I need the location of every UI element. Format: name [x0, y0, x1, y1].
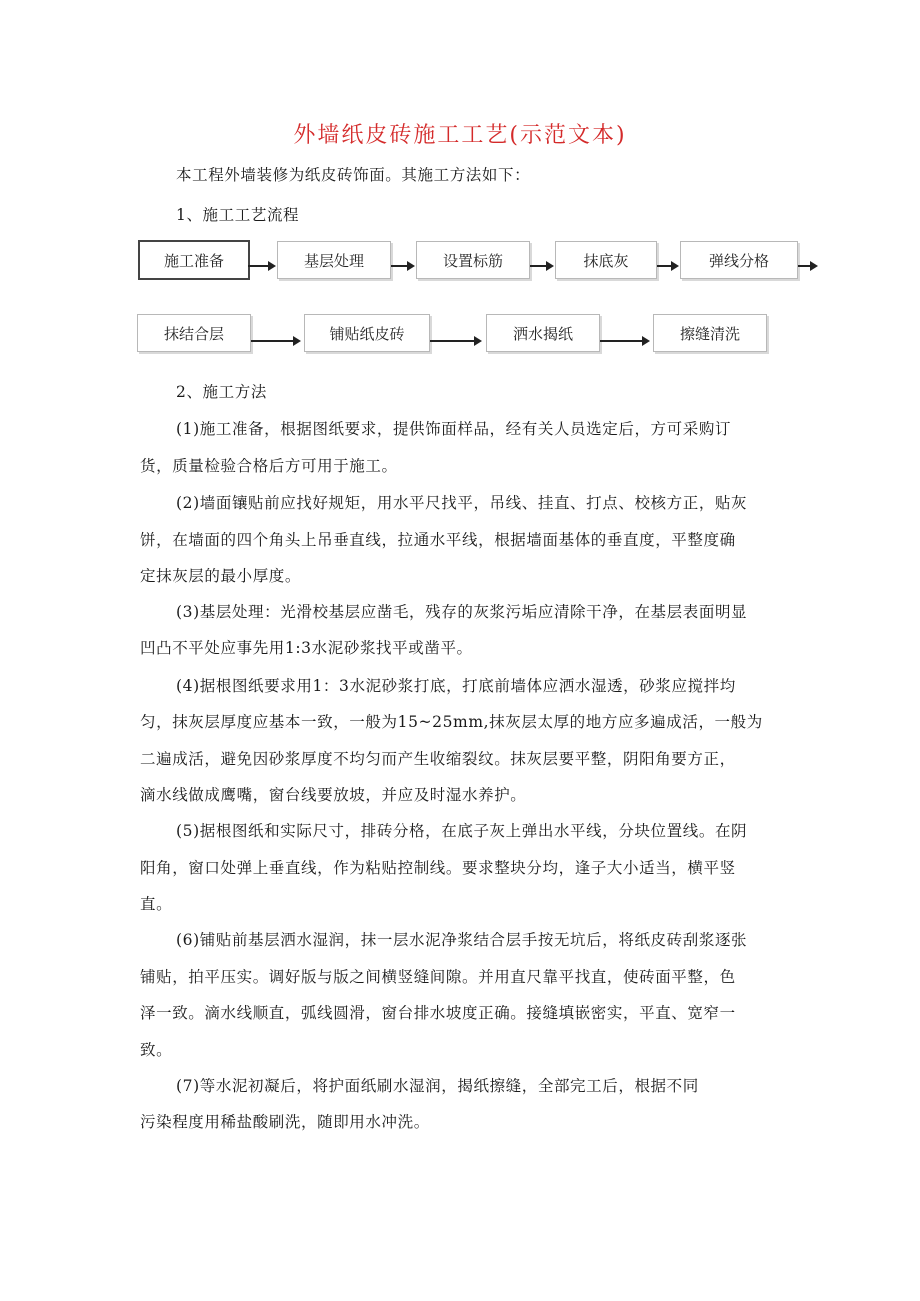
paragraph-line: 二遍成活，避免因砂浆厚度不均匀而产生收缩裂纹。抹灰层要平整，阴阳角要方正，: [140, 750, 736, 768]
paragraph-line: 污染程度用稀盐酸刷洗，随即用水冲洗。: [140, 1113, 430, 1131]
paragraph-line: (3)基层处理：光滑校基层应凿毛，残存的灰浆污垢应清除干净，在基层表面明显: [176, 603, 748, 621]
intro-text: 本工程外墙装修为纸皮砖饰面。其施工方法如下：: [176, 166, 531, 184]
paragraph-line: (5)据根图纸和实际尺寸，排砖分格，在底子灰上弹出水平线，分块位置线。在阴: [176, 822, 748, 840]
flow-step-base-treatment: 基层处理: [277, 241, 391, 279]
flow-step-prepare: 施工准备: [138, 240, 250, 280]
flow-arrow: [430, 340, 480, 342]
flow-arrow: [657, 265, 677, 267]
paragraph-line: 匀，抹灰层厚度应基本一致，一般为15~25mm,抹灰层太厚的地方应多遍成活，一般为: [140, 713, 763, 731]
flow-step-set-screed: 设置标筋: [416, 241, 530, 279]
paragraph-line: 货，质量检验合格后方可用于施工。: [140, 457, 398, 475]
flow-arrow: [600, 340, 648, 342]
flow-step-wet-peel: 洒水揭纸: [486, 314, 600, 352]
paragraph-line: (6)铺贴前基层洒水湿润，抹一层水泥净浆结合层手按无坑后，将纸皮砖刮浆逐张: [176, 931, 748, 949]
paragraph-line: 铺贴，拍平压实。调好版与版之间横竖缝间隙。并用直尺靠平找直，使砖面平整，色: [140, 968, 736, 986]
paragraph-line: 滴水线做成鹰嘴，窗台线要放坡，并应及时湿水养护。: [140, 786, 527, 804]
flow-arrow: [530, 265, 552, 267]
paragraph-line: (4)据根图纸要求用1：3水泥砂浆打底，打底前墙体应洒水湿透，砂浆应搅拌均: [176, 677, 736, 695]
flow-step-grout-clean: 擦缝清洗: [653, 314, 767, 352]
paragraph-line: (2)墙面镶贴前应找好规矩，用水平尺找平，吊线、挂直、打点、校核方正，贴灰: [176, 494, 748, 512]
page-title: 外墙纸皮砖施工工艺(示范文本): [293, 123, 627, 148]
paragraph-line: 直。: [140, 895, 173, 913]
paragraph-line: (1)施工准备，根据图纸要求，提供饰面样品，经有关人员选定后，方可采购订: [176, 420, 732, 438]
paragraph-line: 定抹灰层的最小厚度。: [140, 567, 302, 585]
section-heading-flow: 1、施工工艺流程: [176, 206, 300, 224]
flow-arrow: [391, 265, 413, 267]
section-heading-method: 2、施工方法: [176, 383, 267, 401]
paragraph-line: 饼，在墙面的四个角头上吊垂直线，拉通水平线，根据墙面基体的垂直度，平整度确: [140, 531, 736, 549]
paragraph-line: 致。: [140, 1041, 173, 1059]
flow-arrow: [251, 340, 299, 342]
flow-step-line-grid: 弹线分格: [680, 241, 798, 279]
flow-step-base-coat: 抹底灰: [555, 241, 657, 279]
flow-step-lay-tiles: 铺贴纸皮砖: [304, 314, 430, 352]
flow-step-bonding-layer: 抹结合层: [137, 314, 251, 352]
paragraph-line: 泽一致。滴水线顺直，弧线圆滑，窗台排水坡度正确。接缝填嵌密实，平直、宽窄一: [140, 1004, 736, 1022]
paragraph-line: (7)等水泥初凝后，将护面纸刷水湿润，揭纸擦缝，全部完工后，根据不同: [176, 1077, 699, 1095]
flow-arrow: [798, 265, 816, 267]
paragraph-line: 凹凸不平处应事先用1:3水泥砂浆找平或凿平。: [140, 639, 473, 657]
paragraph-line: 阳角，窗口处弹上垂直线，作为粘贴控制线。要求整块分均，逢子大小适当，横平竖: [140, 859, 736, 877]
flow-arrow: [248, 265, 274, 267]
